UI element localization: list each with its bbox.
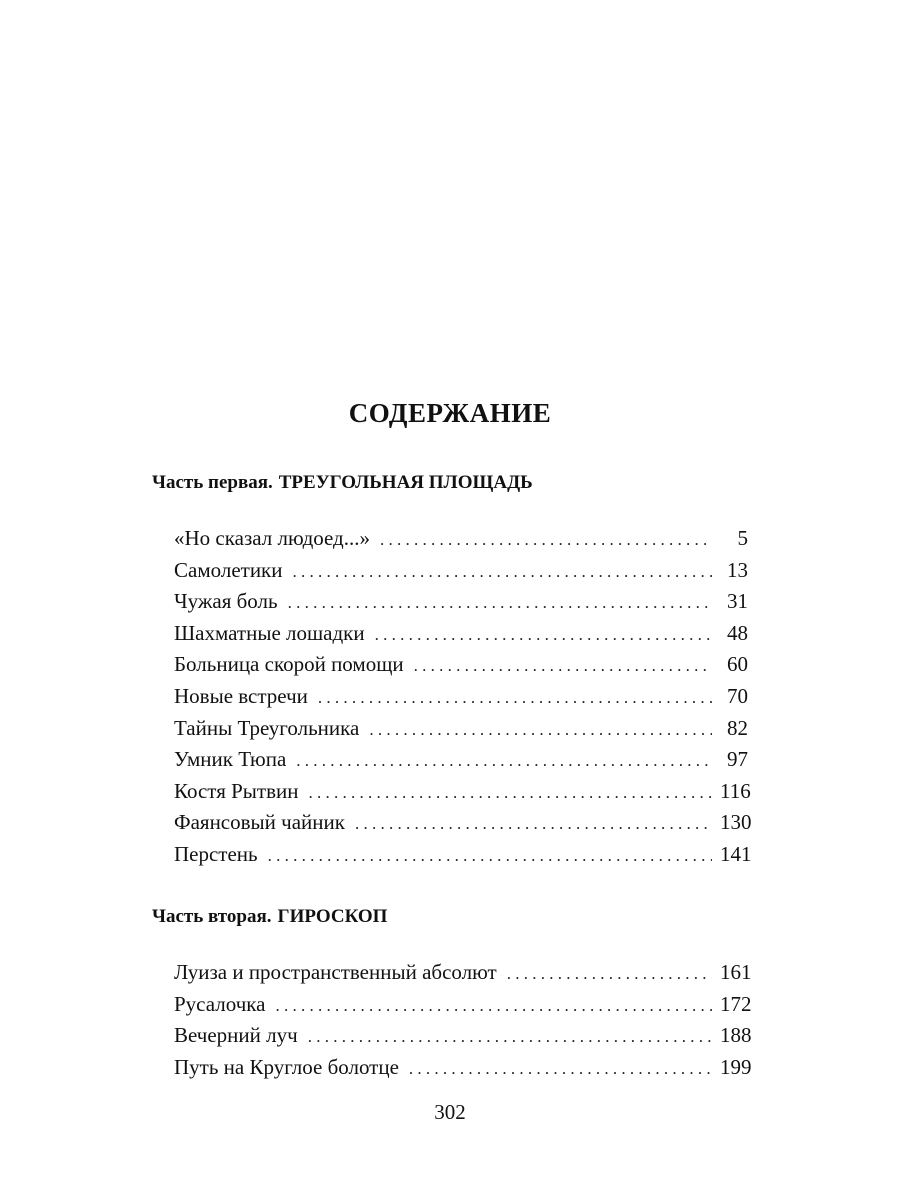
entry-title: Больница скорой помощи [174,652,404,677]
entry-title: Вечерний луч [174,1023,298,1048]
dot-leader [308,1021,712,1053]
part-label: Часть вторая. [152,906,272,927]
toc-entry[interactable] [174,744,748,776]
part-title: ТРЕУГОЛЬНАЯ ПЛОЩАДЬ [278,472,533,493]
dot-leader [380,524,712,556]
entry-title: Луиза и пространственный абсолют [174,960,497,984]
toc-entry[interactable] [174,776,751,808]
toc-entry[interactable] [174,807,752,839]
dot-leader [268,840,712,872]
part-title: ГИРОСКОП [277,906,388,927]
part-heading-1 [152,472,533,494]
dot-leader [414,650,712,682]
entry-title: Перстень [174,841,258,866]
entry-title: Чужая боль [174,589,278,614]
toc-entry[interactable] [174,681,748,713]
entry-page-number: 116 [720,778,751,803]
dot-leader [355,808,712,840]
toc-entry[interactable] [174,555,748,587]
entry-title: Умник Тюпа [174,747,287,772]
dot-leader [369,714,712,746]
entry-title: «Но сказал людоед...» [174,526,370,550]
entry-page-number: 31 [727,589,748,614]
toc-title: СОДЕРЖАНИЕ [348,398,552,428]
entry-title: Костя Рытвин [174,778,299,803]
entry-title: Тайны Треугольника [174,715,360,740]
toc-entry[interactable] [174,586,748,618]
dot-leader [288,587,712,619]
entry-page-number: 5 [737,526,748,550]
page-number: 302 [434,1100,466,1124]
entry-title: Путь на Круглое болотце [174,1054,399,1079]
entry-title: Фаянсовый чайник [174,810,345,835]
entry-title: Русалочка [174,991,266,1016]
part-heading-2 [152,906,387,928]
part-label: Часть первая. [152,472,273,493]
entry-page-number: 172 [720,991,752,1016]
entry-page-number: 188 [720,1023,752,1048]
toc-entry[interactable] [174,649,748,681]
toc-entry[interactable] [174,523,748,555]
toc-entry[interactable] [174,989,752,1021]
toc-entry[interactable] [174,1020,752,1052]
entry-title: Шахматные лошадки [174,620,365,645]
toc-entry[interactable] [174,713,748,745]
dot-leader [409,1053,712,1085]
dot-leader [296,745,712,777]
entry-page-number: 70 [727,683,748,708]
dot-leader [318,682,712,714]
toc-entry[interactable] [174,618,748,650]
entry-page-number: 13 [727,557,748,582]
entry-title: Новые встречи [174,683,308,708]
dot-leader [507,958,712,990]
entry-page-number: 82 [727,715,748,740]
dot-leader [293,556,713,588]
toc-entry[interactable] [174,957,752,989]
toc-entry[interactable] [174,1052,752,1084]
toc-list-part-2 [174,957,752,1083]
toc-entry[interactable] [174,839,752,871]
dot-leader [308,777,712,809]
entry-title: Самолетики [174,557,283,582]
entry-page-number: 97 [727,747,748,772]
entry-page-number: 60 [727,652,748,677]
entry-page-number: 141 [720,841,752,866]
entry-page-number: 130 [720,810,752,835]
dot-leader [375,619,712,651]
dot-leader [275,990,712,1022]
entry-page-number: 48 [727,620,748,645]
entry-page-number: 161 [720,960,752,984]
toc-list-part-1 [174,523,752,871]
entry-page-number: 199 [720,1054,752,1079]
